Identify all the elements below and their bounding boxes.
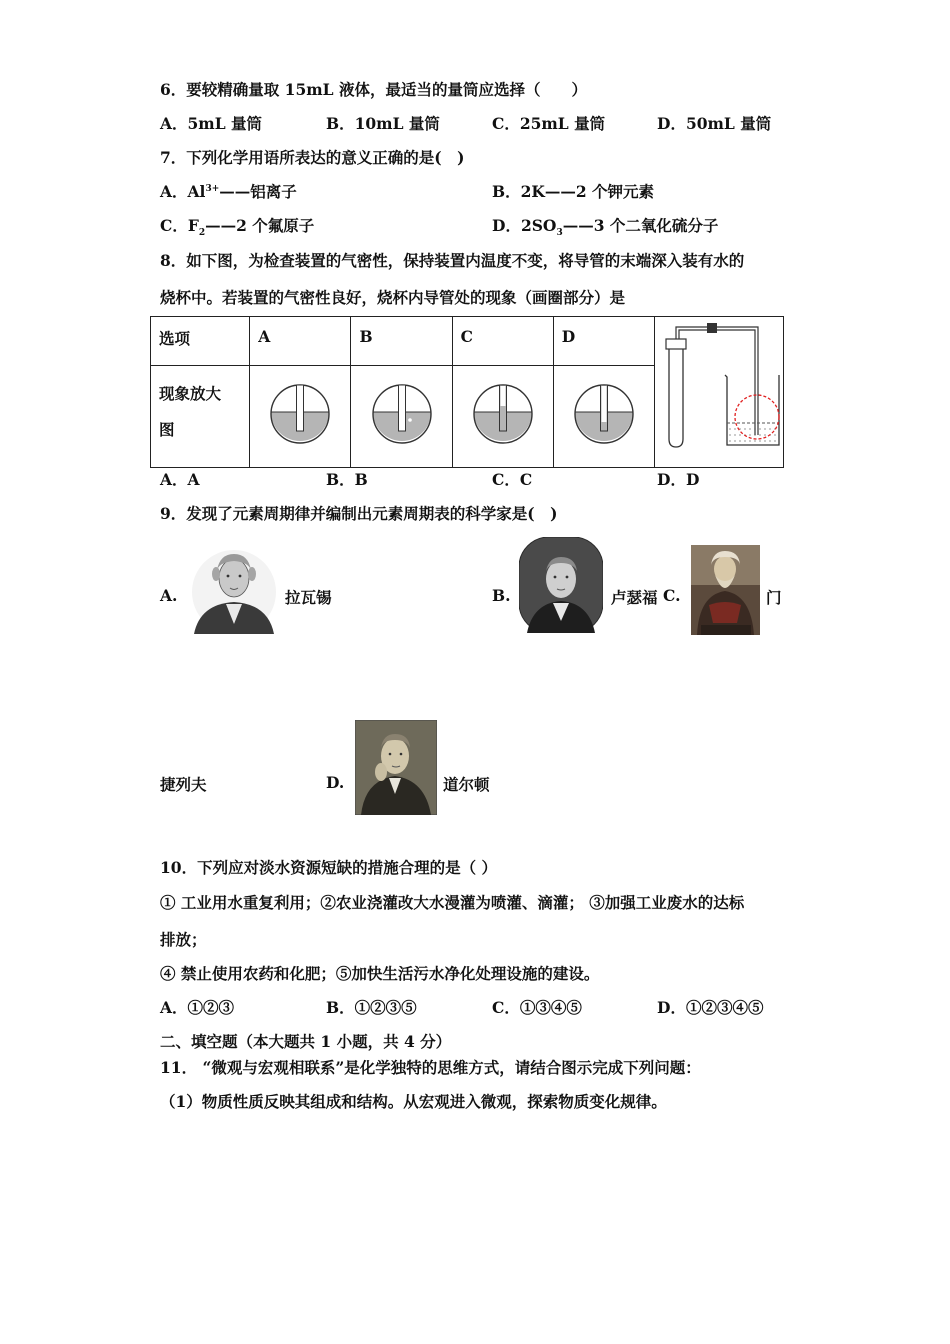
q8-option-b: B．B — [326, 470, 368, 489]
q6-stem: 6．要较精确量取 15mL 液体，最适当的量筒应选择（ ） — [160, 80, 587, 99]
q8-figure-b — [370, 382, 434, 446]
q9-option-a-label: A. — [160, 586, 178, 605]
q8-stem-line2: 烧杯中。若装置的气密性良好，烧杯内导管处的现象（画圈部分）是 — [160, 288, 626, 307]
apparatus-diagram — [655, 317, 783, 463]
q7-option-a: A．$Al^{3+}——$铝离子 — [160, 182, 297, 201]
q6-option-b: B．10mL 量筒 — [326, 114, 440, 133]
q10-option-d: D．①②③④⑤ — [657, 998, 764, 1017]
q8-figure-d — [572, 382, 636, 446]
apparatus-cell — [654, 317, 783, 468]
q10-line2: 排放； — [160, 930, 207, 949]
mendeleev-portrait — [691, 545, 760, 635]
q8-figure-c — [471, 382, 535, 446]
lavoisier-portrait — [190, 542, 278, 634]
q8-row-label-1: 现象放大 — [159, 383, 222, 403]
q8-option-d: D．D — [657, 470, 700, 489]
q10-line3: ④ 禁止使用农药和化肥；⑤加快生活污水净化处理设施的建设。 — [160, 964, 600, 983]
q9-option-b-label: B. — [492, 586, 511, 605]
q8-figure-a-cell — [250, 365, 351, 467]
q11-stem: 11． “微观与宏观相联系”是化学独特的思维方式，请结合图示完成下列问题： — [160, 1058, 701, 1077]
q8-header-label: 选项 — [159, 329, 191, 348]
q6-option-c: C．25mL 量筒 — [492, 114, 606, 133]
q8-option-a: A．A — [160, 470, 200, 489]
q8-table — [150, 316, 784, 468]
q7-stem: 7．下列化学用语所表达的意义正确的是( ) — [160, 148, 465, 167]
rutherford-portrait — [519, 537, 603, 633]
q8-figure-c-cell — [452, 365, 553, 467]
q8-col-d: D — [561, 327, 576, 346]
section2-heading: 二、填空题（本大题共 1 小题，共 4 分） — [160, 1032, 452, 1051]
q8-col-c: C — [460, 327, 473, 346]
q10-option-c: C．①③④⑤ — [492, 998, 582, 1017]
q9-option-c-name-part2: 捷列夫 — [160, 775, 207, 794]
q6-option-d: D．50mL 量筒 — [657, 114, 772, 133]
q8-option-c: C．C — [492, 470, 533, 489]
q8-col-a: A — [258, 327, 271, 346]
q9-option-a-name: 拉瓦锡 — [285, 588, 332, 607]
q8-figure-a — [268, 382, 332, 446]
q7-option-b: B．2K——2 个钾元素 — [492, 182, 655, 201]
q10-option-a: A．①②③ — [160, 998, 235, 1017]
q10-option-b: B．①②③⑤ — [326, 998, 417, 1017]
q8-row-label-2: 图 — [159, 419, 175, 439]
q7-option-d: D．$2SO_3——3$ 个二氧化硫分子 — [492, 216, 719, 239]
q8-stem-line1: 8．如下图，为检查装置的气密性，保持装置内温度不变，将导管的末端深入装有水的 — [160, 251, 745, 270]
q9-option-c-name-part1: 门 — [766, 588, 782, 607]
q8-figure-d-cell — [553, 365, 654, 467]
q9-option-d-label: D. — [326, 773, 345, 792]
q8-col-b: B — [359, 327, 373, 346]
q9-option-c-label: C. — [663, 586, 681, 605]
q6-options — [160, 112, 800, 132]
q10-line1: ① 工业用水重复利用；②农业浇灌改大水漫灌为喷灌、滴灌； ③加强工业废水的达标 — [160, 893, 745, 912]
q8-figure-b-cell — [351, 365, 452, 467]
q7-option-c: C．$F_2——2$ 个氟原子 — [160, 216, 315, 239]
q6-option-a: A．5mL 量筒 — [160, 114, 263, 133]
q8-options — [160, 468, 800, 488]
q10-stem: 10．下列应对淡水资源短缺的措施合理的是（ ） — [160, 858, 497, 877]
dalton-portrait — [355, 720, 437, 815]
q9-stem: 9．发现了元素周期律并编制出元素周期表的科学家是( ) — [160, 504, 558, 523]
q10-options — [160, 996, 800, 1016]
q11-part1: （1）物质性质反映其组成和结构。从宏观进入微观，探索物质变化规律。 — [160, 1092, 667, 1111]
q9-option-b-name: 卢瑟福 — [611, 588, 658, 607]
q9-option-d-name: 道尔顿 — [443, 775, 490, 794]
